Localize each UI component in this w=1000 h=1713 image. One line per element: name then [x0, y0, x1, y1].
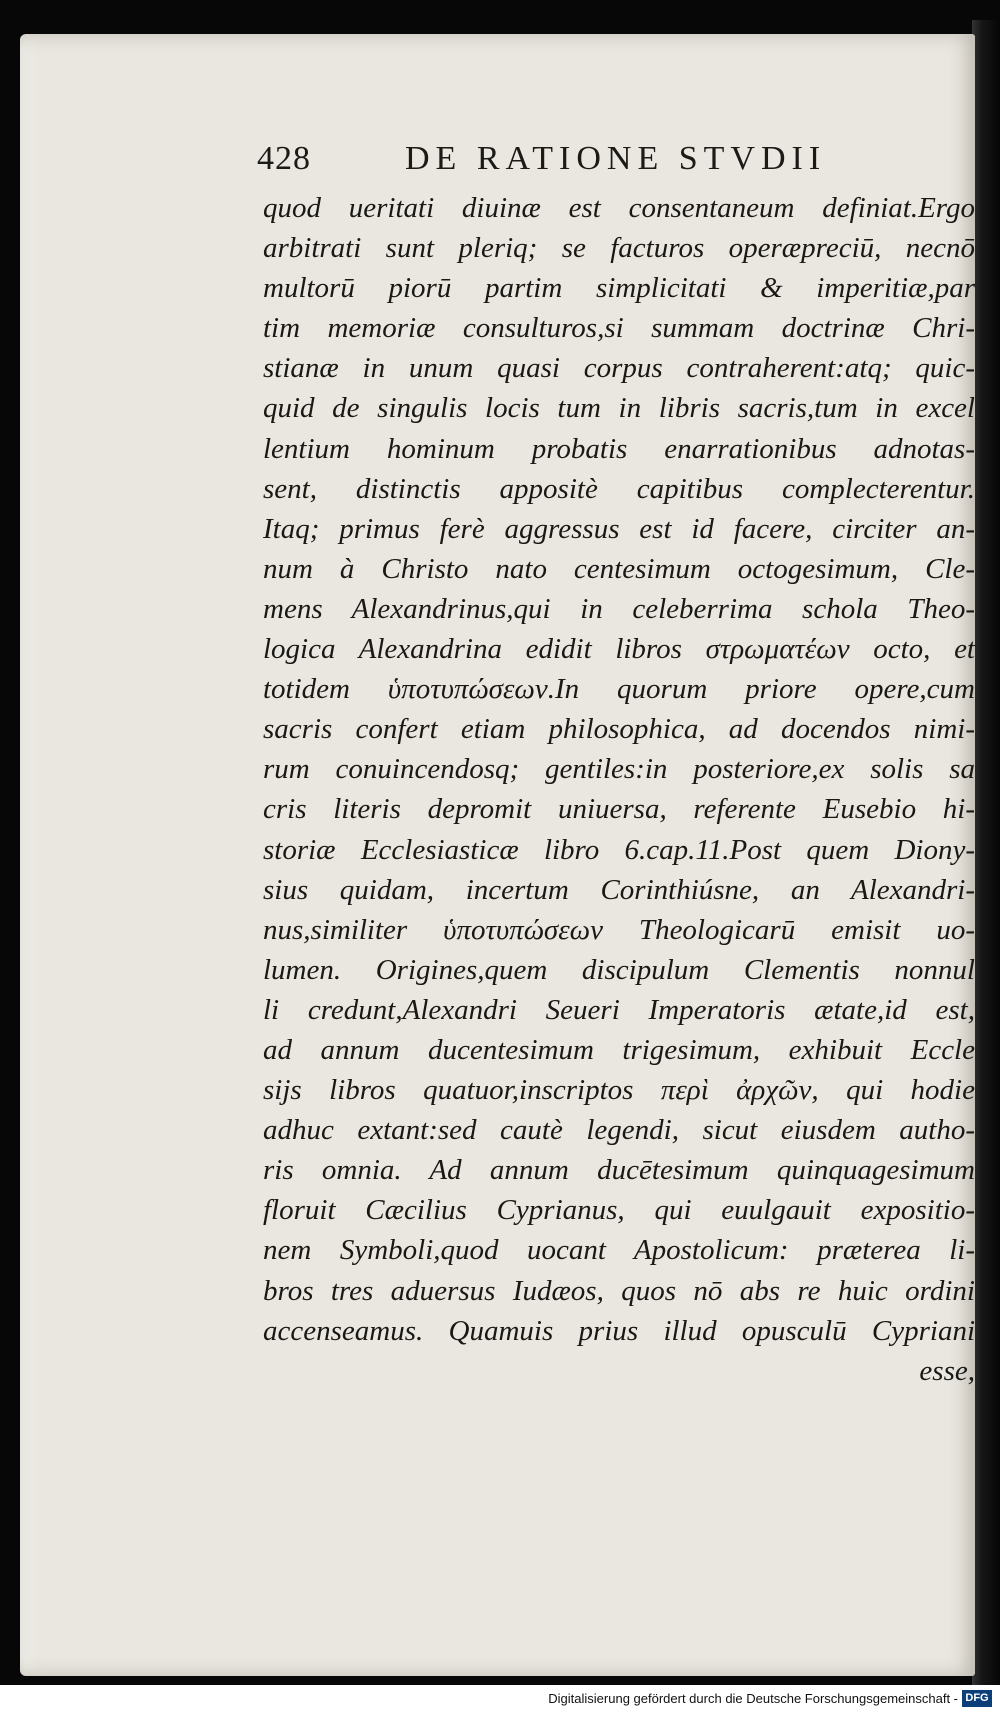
text-line: sijs libros quatuor,inscriptos περὶ ἀρχῶν, qui hodie — [263, 1074, 975, 1107]
text-line: arbitrati sunt pleriq; se facturos operæpreciū, necnō — [263, 232, 975, 265]
text-line: quid de singulis locis tum in libris sacris,tum in excel — [263, 392, 975, 425]
text-block — [263, 188, 975, 1391]
text-line: lentium hominum probatis enarrationibus adnotas- — [263, 432, 975, 465]
running-head: DE RATIONE STVDII — [405, 140, 827, 177]
text-line: sent, distinctis appositè capitibus complecterentur. — [263, 472, 975, 505]
text-line: cris literis depromit uniuersa, referente Eusebio hi- — [263, 793, 975, 826]
text-line: adhuc extant:sed cautè legendi, sicut eiusdem autho- — [263, 1114, 975, 1147]
page-header — [257, 140, 977, 190]
text-line: Itaq; primus ferè aggressus est id facere, circiter an- — [263, 512, 975, 545]
text-line: tim memoriæ consulturos,si summam doctrinæ Chri- — [263, 312, 975, 345]
catchword: esse, — [919, 1354, 975, 1387]
dfg-logo: DFG — [962, 1690, 992, 1707]
text-line: totidem ὑποτυπώσεων.In quorum priore opere,cum — [263, 673, 975, 706]
text-line: nem Symboli,quod uocant Apostolicum: præterea li- — [263, 1234, 975, 1267]
text-line: nus,similiter ὑποτυπώσεων Theologicarū emisit uo- — [263, 913, 975, 946]
text-line: ris omnia. Ad annum ducētesimum quinquagesimum — [263, 1154, 975, 1187]
text-line: multorū piorū partim simplicitati & imperitiæ,par — [263, 272, 975, 305]
footer-bar — [0, 1685, 1000, 1713]
text-line: sius quidam, incertum Corinthiúsne, an Alexandri- — [263, 873, 975, 906]
page-number: 428 — [257, 140, 311, 177]
text-line: floruit Cæcilius Cyprianus, qui euulgauit expositio- — [263, 1194, 975, 1227]
text-line: logica Alexandrina edidit libros στρωματέων octo, et — [263, 633, 975, 666]
text-line: bros tres aduersus Iudæos, quos nō abs re huic ordini — [263, 1274, 975, 1307]
text-line: quod ueritati diuinæ est consentaneum definiat.Ergo — [263, 192, 975, 224]
text-line: mens Alexandrinus,qui in celeberrima schola Theo- — [263, 592, 975, 625]
text-line: ad annum ducentesimum trigesimum, exhibuit Eccle — [263, 1033, 975, 1066]
book-edge — [972, 20, 1000, 1710]
text-line: storiæ Ecclesiasticæ libro 6.cap.11.Post quem Diony- — [263, 833, 975, 866]
text-line: num à Christo nato centesimum octogesimum, Cle- — [263, 552, 975, 585]
text-line: rum conuincendosq; gentiles:in posteriore,ex solis sa — [263, 753, 975, 786]
text-line: lumen. Origines,quem discipulum Clementis nonnul — [263, 953, 975, 986]
funding-credit: Digitalisierung gefördert durch die Deutsche Forschungsgemeinschaft - — [548, 1691, 958, 1706]
text-line: li credunt,Alexandri Seueri Imperatoris ætate,id est, — [263, 993, 975, 1026]
text-line: stianæ in unum quasi corpus contraherent:atq; quic- — [263, 352, 975, 385]
text-line: sacris confert etiam philosophica, ad docendos nimi- — [263, 713, 975, 746]
text-line: accenseamus. Quamuis prius illud opusculū Cypriani — [263, 1314, 975, 1347]
